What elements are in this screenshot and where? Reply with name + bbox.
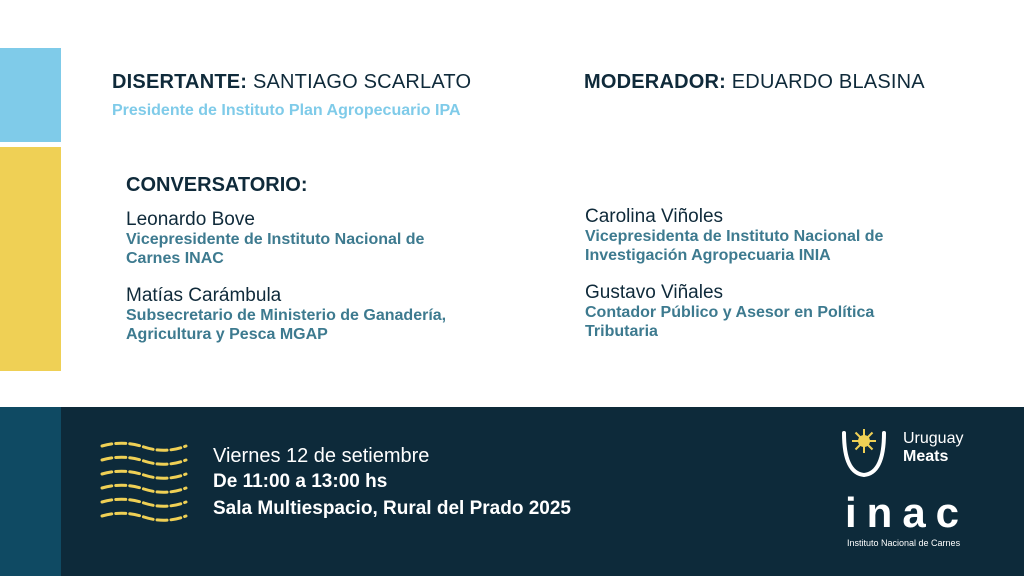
speaker-name: SANTIAGO SCARLATO [252, 71, 472, 93]
panelist-role: Carnes INAC [126, 250, 224, 267]
panelist-role: Agricultura y Pesca MGAP [126, 326, 328, 343]
panelist-name: Carolina Viñoles [585, 206, 724, 227]
event-place: Sala Multiespacio, Rural del Prado 2025 [213, 498, 571, 519]
panelist-name: Gustavo Viñales [585, 282, 724, 303]
uruguay-meats-text [903, 430, 963, 466]
panelist-role: Vicepresidente de Instituto Nacional de [126, 231, 425, 248]
decorative-yellow-bar [0, 147, 61, 371]
panelist-role: Vicepresidenta de Instituto Nacional de [585, 228, 884, 245]
waves-icon [98, 440, 190, 530]
panelist-role: Investigación Agropecuaria INIA [585, 247, 831, 264]
uruguay-meats-line2: Meats [903, 448, 949, 465]
panelist-card [126, 286, 526, 344]
uruguay-meats-line1: Uruguay [903, 430, 964, 447]
footer-accent-bar [0, 407, 61, 576]
moderator-name: EDUARDO BLASINA [731, 71, 925, 93]
inac-full-name: Instituto Nacional de Carnes [847, 538, 961, 548]
moderator-heading [584, 71, 925, 94]
section-title: CONVERSATORIO: [126, 174, 308, 196]
event-time: De 11:00 a 13:00 hs [213, 471, 388, 492]
decorative-blue-bar [0, 48, 61, 142]
panelist-role: Contador Público y Asesor en Política [585, 304, 875, 321]
inac-logo: inac [845, 489, 970, 536]
panelist-card [585, 283, 985, 341]
panelist-role: Tributaria [585, 323, 658, 340]
panelist-card [126, 210, 526, 268]
panelist-name: Matías Carámbula [126, 285, 282, 306]
event-date: Viernes 12 de setiembre [213, 445, 430, 467]
speaker-label: DISERTANTE: [112, 71, 248, 93]
speaker-role: Presidente de Instituto Plan Agropecuario IPA [112, 102, 461, 119]
speaker-heading [112, 71, 471, 94]
panelist-name: Leonardo Bove [126, 209, 255, 230]
panelist-card [585, 207, 985, 265]
moderator-label: MODERADOR: [584, 71, 726, 93]
panelist-role: Subsecretario de Ministerio de Ganadería, [126, 307, 447, 324]
